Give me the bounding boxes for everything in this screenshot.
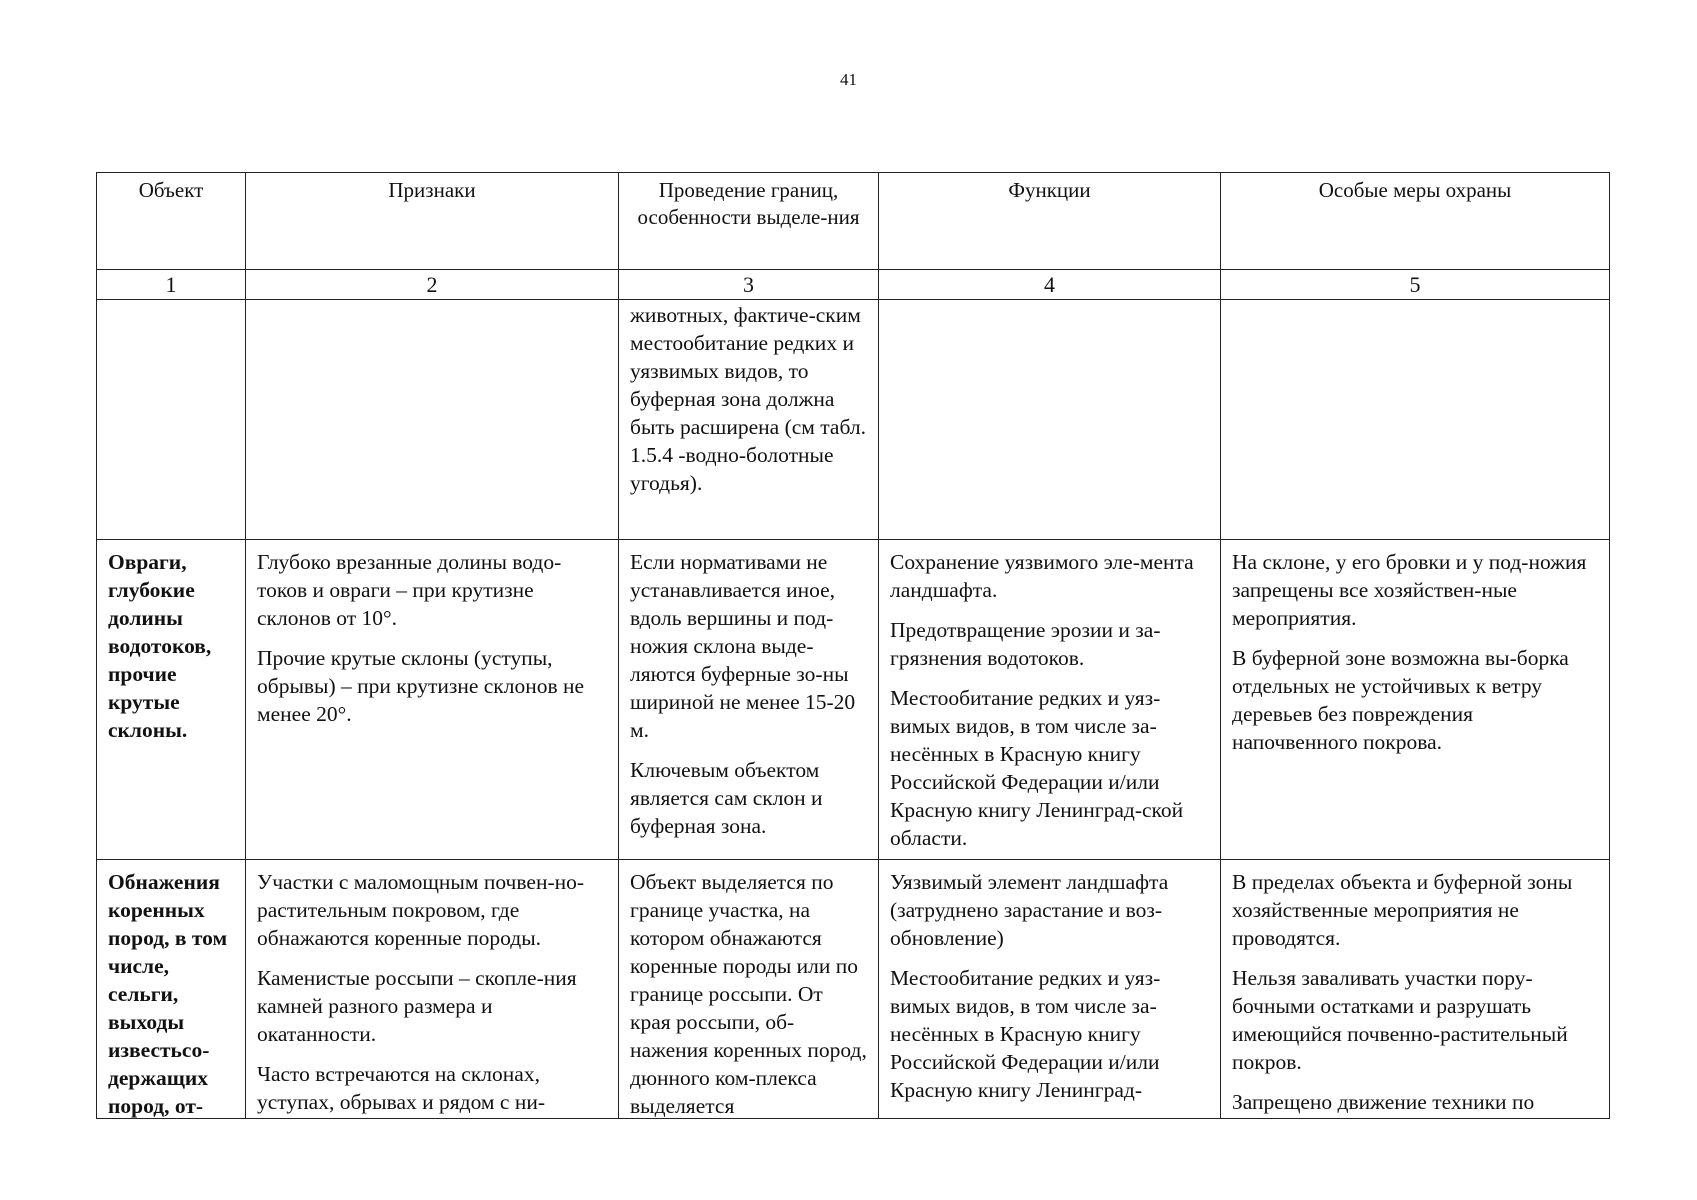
boundaries-text: Объект выделяется по границе участка, на котором обнажаются коренные породы или по границе россыпи. От края россыпи, об-нажения коренных пород, дюнного ком-плекса выделяется — [630, 870, 867, 1118]
boundaries-text: животных, фактиче-ским местообитание редких и уязвимых видов, то буферная зона должна быть расширена (см табл. 1.5.4 -водно-болотные угодья). — [630, 303, 866, 495]
cell-object — [97, 300, 246, 540]
page-number: 41 — [840, 70, 857, 89]
header-object: Объект — [97, 173, 246, 270]
measures-text: В пределах объекта и буферной зоны хозяйственные мероприятия не проводятся. — [1232, 870, 1573, 950]
column-number: 5 — [1221, 270, 1610, 300]
object-text: Обнажения коренных пород, в том числе, сельги, выходы известьсо-держащих пород, от- — [108, 870, 228, 1118]
functions-text: Местообитание редких и уяз-вимых видов, в том числе за-несённых в Красную книгу Российской Федерации и/или Красную книгу Ленинград- — [890, 966, 1161, 1102]
cell-signs — [246, 860, 619, 1119]
header-row — [97, 173, 1610, 270]
signs-text: Участки с маломощным почвен-но-растительным покровом, где обнажаются коренные породы. — [257, 870, 585, 950]
cell-functions — [879, 300, 1221, 540]
table-row-continuation — [97, 300, 1610, 540]
measures-text: В буферной зоне возможна вы-борка отдельных не устойчивых к ветру деревьев без повреждения напочвенного покрова. — [1232, 646, 1569, 754]
signs-text: Прочие крутые склоны (уступы, обрывы) – при крутизне склонов не менее 20°. — [257, 646, 585, 726]
protection-table — [96, 172, 1610, 1119]
column-number: 4 — [879, 270, 1221, 300]
header-signs: Признаки — [246, 173, 619, 270]
signs-text: Глубоко врезанные долины водо-токов и овраги – при крутизне склонов от 10°. — [257, 550, 562, 630]
table-row-ravines — [97, 540, 1610, 860]
signs-text: Часто встречаются на склонах, уступах, обрывах и рядом с ни- — [257, 1062, 545, 1114]
column-number: 2 — [246, 270, 619, 300]
object-text — [97, 300, 245, 307]
functions-text: Предотвращение эрозии и за-грязнения водотоков. — [890, 618, 1161, 670]
functions-text: Сохранение уязвимого эле-мента ландшафта. — [890, 550, 1194, 602]
measures-text: На склоне, у его бровки и у под-ножия запрещены все хозяйствен-ные мероприятия. — [1232, 550, 1587, 630]
signs-text: Каменистые россыпи – скопле-ния камней разного размера и окатанности. — [257, 966, 577, 1046]
cell-boundaries — [619, 300, 879, 540]
object-text: Овраги, глубокие долины водотоков, прочие крутые склоны. — [108, 550, 212, 742]
cell-boundaries — [619, 860, 879, 1119]
cell-signs — [246, 300, 619, 540]
cell-object — [97, 860, 246, 1119]
column-number-row — [97, 270, 1610, 300]
boundaries-text: Если нормативами не устанавливается иное, вдоль вершины и под-ножия склона выде-ляются буферные зо-ны шириной не менее 15-20 м. — [630, 550, 856, 742]
cell-measures — [1221, 300, 1610, 540]
column-number: 3 — [619, 270, 879, 300]
cell-measures — [1221, 540, 1610, 860]
column-number: 1 — [97, 270, 246, 300]
measures-text: Нельзя заваливать участки пору-бочными остатками и разрушать имеющийся почвенно-растительный покров. — [1232, 966, 1568, 1074]
cell-functions — [879, 860, 1221, 1119]
cell-signs — [246, 540, 619, 860]
header-measures: Особые меры охраны — [1221, 173, 1610, 270]
header-boundaries: Проведение границ, особенности выделе-ния — [619, 173, 879, 270]
cell-object — [97, 540, 246, 860]
cell-measures — [1221, 860, 1610, 1119]
cell-boundaries — [619, 540, 879, 860]
measures-text: Запрещено движение техники по — [1232, 1090, 1535, 1114]
table-row-outcrops — [97, 860, 1610, 1119]
cell-functions — [879, 540, 1221, 860]
functions-text: Местообитание редких и уяз-вимых видов, в том числе за-несённых в Красную книгу Российской Федерации и/или Красную книгу Ленинград-ской области. — [890, 686, 1184, 850]
boundaries-text: Ключевым объектом является сам склон и буферная зона. — [630, 758, 823, 838]
header-functions: Функции — [879, 173, 1221, 270]
functions-text: Уязвимый элемент ландшафта (затруднено зарастание и воз-обновление) — [890, 870, 1169, 950]
